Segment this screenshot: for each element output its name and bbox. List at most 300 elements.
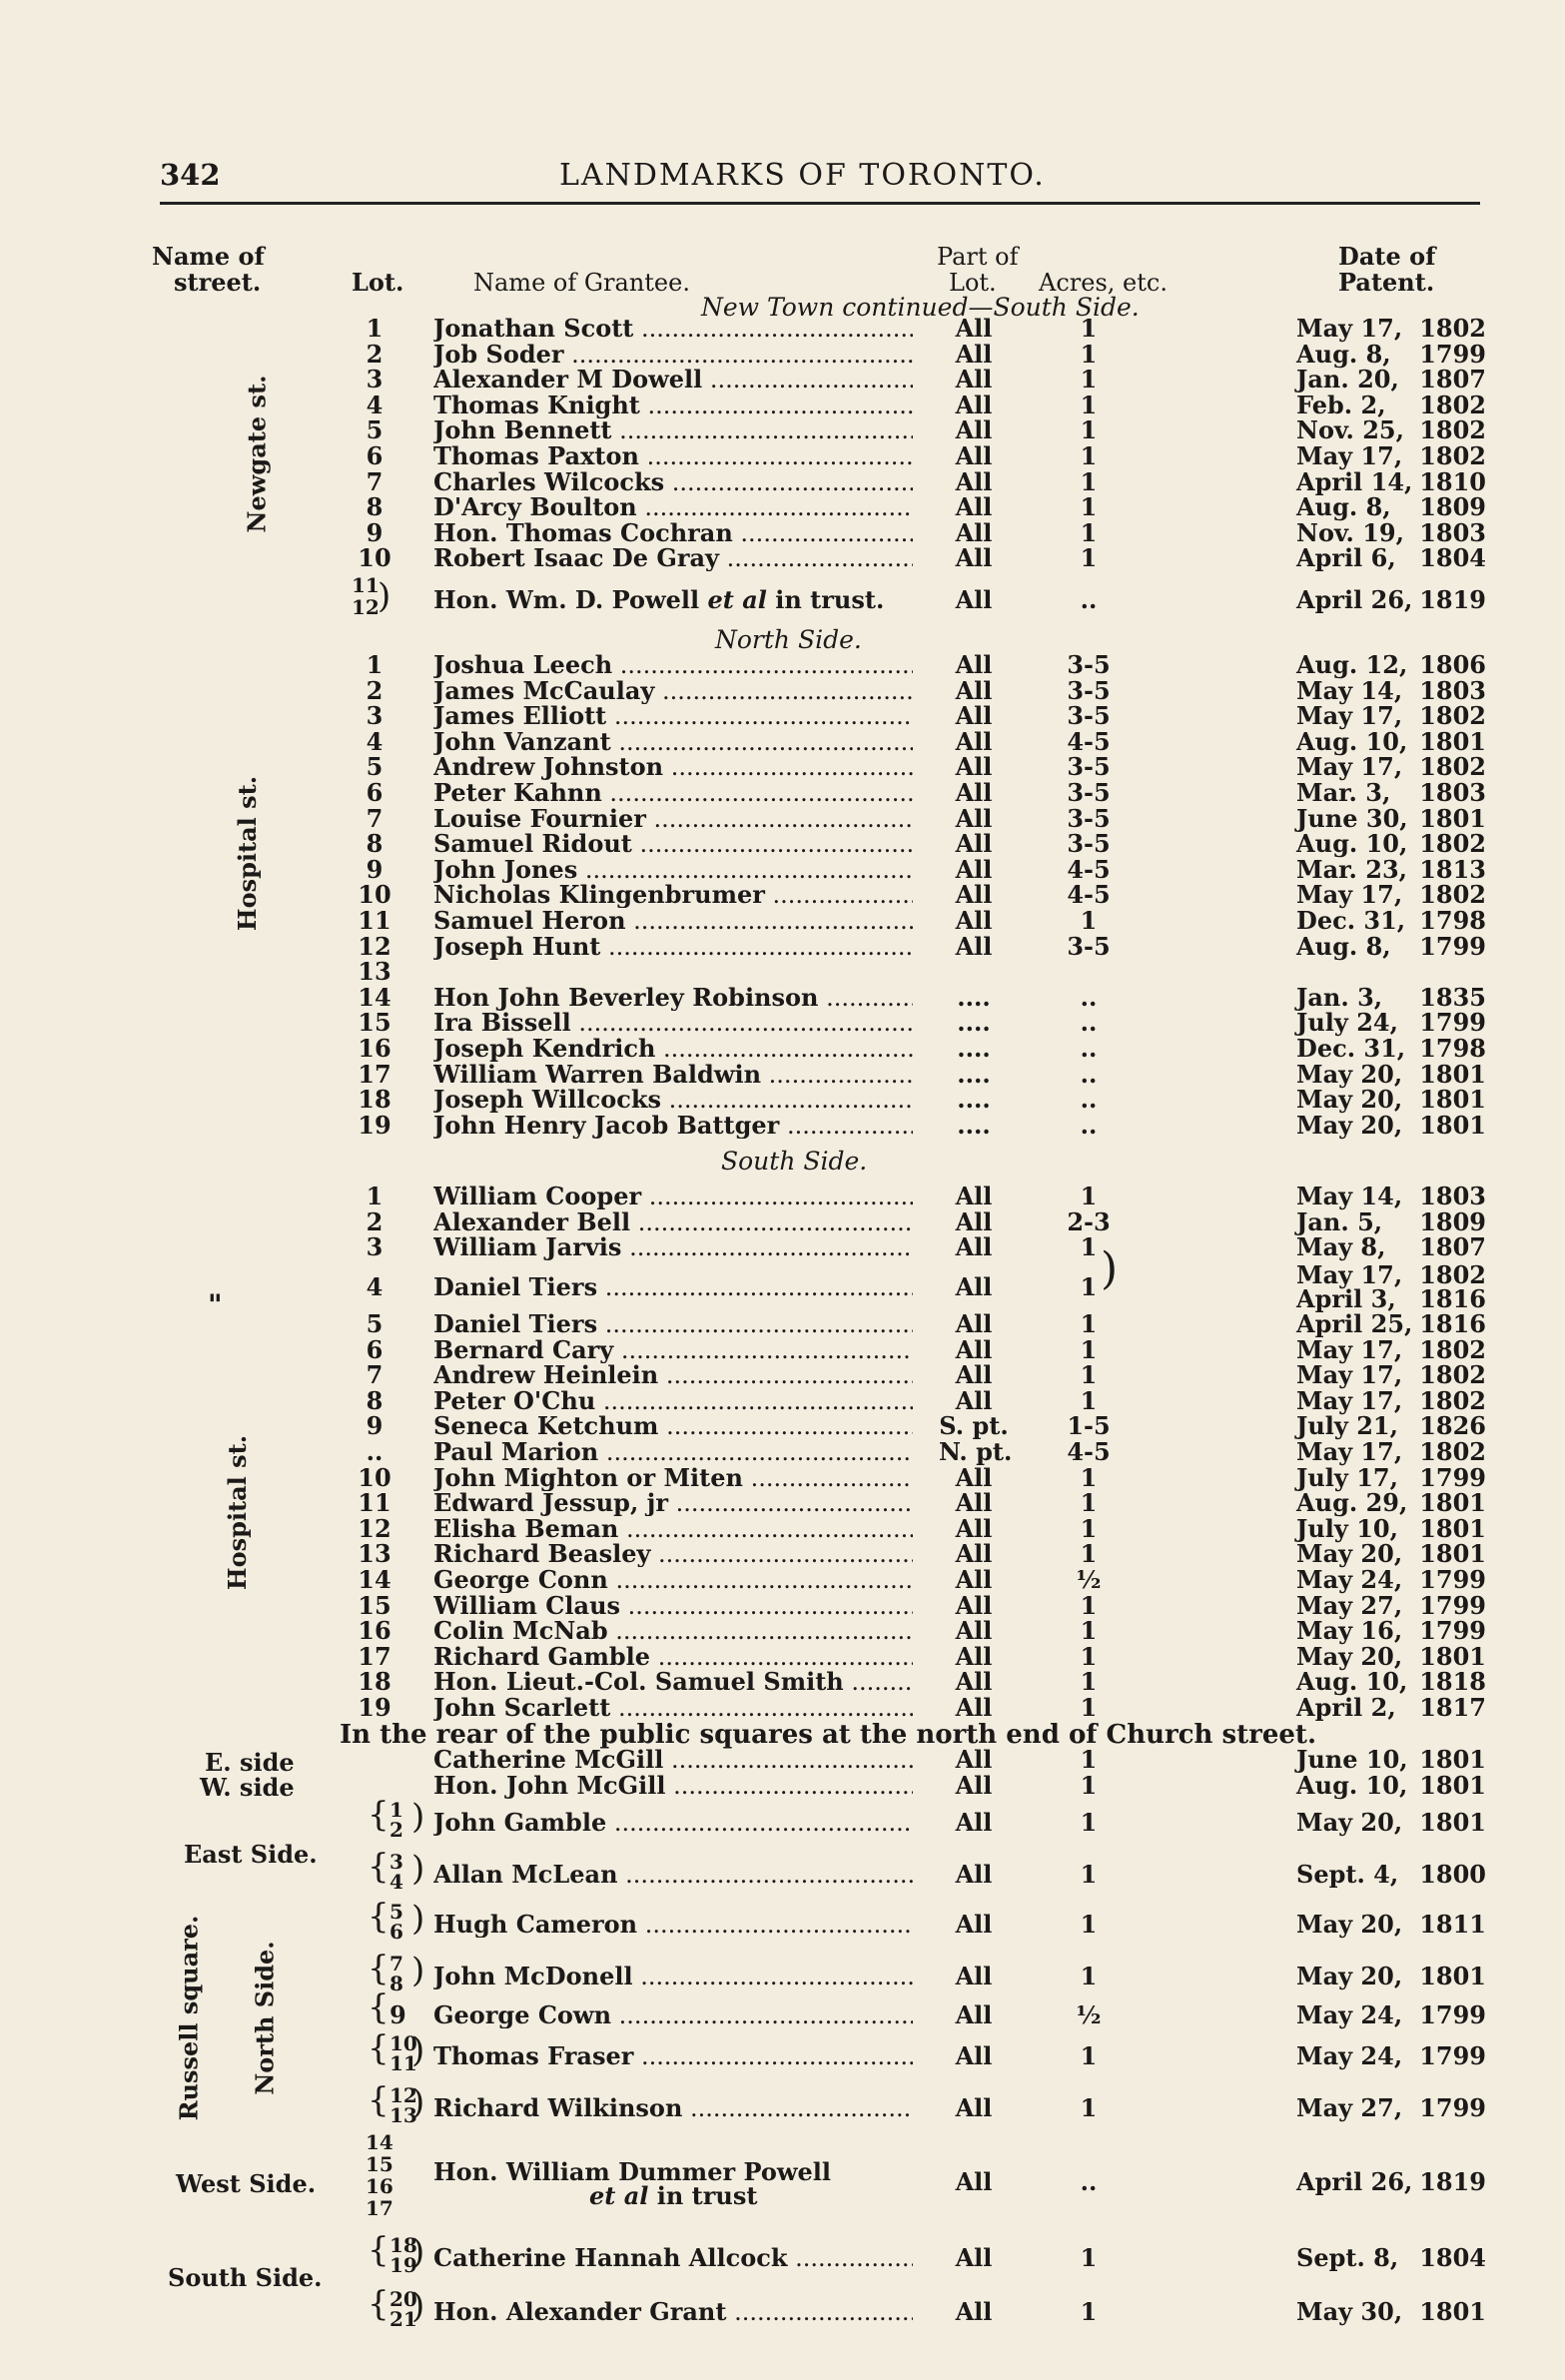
date-text: May 20, xyxy=(1296,1910,1403,1939)
part-cell: S. pt. xyxy=(939,1411,1009,1441)
acres-cell: 4-5 xyxy=(1067,1437,1111,1466)
grantee-cell: Joseph Willcocks ..... xyxy=(433,1087,913,1113)
year-text: 1802 xyxy=(1419,701,1486,731)
acres-cell: 1 xyxy=(1080,1808,1098,1837)
table-row xyxy=(0,2130,1565,2229)
date-text: Jan. 20, xyxy=(1296,365,1399,395)
grantee-tail: in trust. xyxy=(766,585,885,614)
part-cell: All xyxy=(955,1770,993,1800)
grantee-cell: Edward Jessup, jr ..... xyxy=(433,1490,913,1516)
acres-cell: 1 xyxy=(1080,906,1098,935)
section-heading: New Town continued—South Side. xyxy=(701,293,1140,322)
page-number: 342 xyxy=(160,158,221,192)
date-cell xyxy=(1296,1462,1486,1492)
acres-cell: 1 xyxy=(1080,1910,1098,1939)
part-cell: All xyxy=(955,854,993,884)
date-text: May 17, xyxy=(1296,880,1403,910)
date-cell xyxy=(1296,1184,1486,1209)
acres-cell: 4-5 xyxy=(1067,854,1111,884)
year-text: 1813 xyxy=(1419,854,1486,884)
grantee-cell: Ira Bissell ..... xyxy=(433,1010,913,1036)
date-text: Aug. 8, xyxy=(1296,931,1391,961)
lot-cell: 10 xyxy=(358,543,391,573)
street-label-west-side: West Side. xyxy=(176,2169,317,2198)
date-text: Aug. 8, xyxy=(1296,339,1391,369)
table-row xyxy=(0,1641,1565,1671)
lot-cell xyxy=(390,1954,403,1993)
brace-glyph: ) xyxy=(1101,1243,1119,1294)
grantee-et-al: et al xyxy=(589,2181,649,2210)
grantee-cell: Thomas Fraser ..... xyxy=(433,2043,913,2069)
table-row xyxy=(0,1590,1565,1620)
part-cell: All xyxy=(955,2243,993,2272)
year-text: 1835 xyxy=(1419,982,1486,1012)
acres-cell: 4-5 xyxy=(1067,880,1111,910)
brace-glyph: ) xyxy=(411,2232,425,2272)
date-cell xyxy=(1296,982,1486,1012)
year-text: 1803 xyxy=(1419,1182,1486,1210)
table-row xyxy=(0,2230,1565,2277)
part-cell: All xyxy=(955,1206,993,1236)
table-row xyxy=(0,726,1565,756)
running-title: LANDMARKS OF TORONTO. xyxy=(559,158,1046,193)
table-row xyxy=(0,1567,1565,1593)
part-cell: All xyxy=(955,1385,993,1415)
lot-num: 20 xyxy=(390,2287,417,2311)
lot-cell: 17 xyxy=(358,1641,391,1671)
brace-glyph: ) xyxy=(411,2286,425,2326)
part-cell: All xyxy=(955,585,993,614)
date-text: May 20, xyxy=(1296,1085,1403,1115)
lot-cell: 11 xyxy=(358,906,391,935)
table-row xyxy=(0,1184,1565,1209)
year-text: 1798 xyxy=(1419,906,1486,935)
table-row xyxy=(0,1795,1565,1842)
acres-cell: .. xyxy=(1080,1085,1098,1115)
part-cell: All xyxy=(955,752,993,782)
lot-cell: 9 xyxy=(366,854,384,884)
year-text: 1798 xyxy=(1419,1034,1486,1063)
date-cell xyxy=(1296,1087,1486,1113)
grantee-cell: Louise Fournier ..... xyxy=(433,806,913,832)
acres-cell: 3-5 xyxy=(1067,752,1111,782)
year-text: 1799 xyxy=(1419,2093,1486,2122)
lot-cell: 7 xyxy=(366,466,384,496)
grantee-cell: Colin McNab ..... xyxy=(433,1618,913,1644)
grantee-cell: Samuel Ridout ..... xyxy=(433,831,913,857)
brace-glyph: { xyxy=(368,1795,390,1835)
date-cell xyxy=(1296,1059,1486,1089)
brace-glyph: ) xyxy=(411,1849,425,1889)
grantee-cell: Alexander Bell ..... xyxy=(433,1209,913,1235)
grantee-cell: Hon John Beverley Robinson ..... xyxy=(433,985,913,1011)
date-text: May 17, xyxy=(1296,752,1403,782)
date-cell xyxy=(1296,316,1486,342)
lot-cell: 16 xyxy=(358,1616,391,1646)
grantee-cell: Paul Marion ..... xyxy=(433,1439,913,1465)
date-cell xyxy=(1296,367,1486,393)
lot-num: 6 xyxy=(390,1920,403,1944)
table-row xyxy=(0,1110,1565,1140)
acres-cell: .. xyxy=(1080,1034,1098,1063)
year-text: 1826 xyxy=(1419,1411,1486,1441)
year-text: 1800 xyxy=(1419,1860,1486,1889)
table-row xyxy=(0,780,1565,806)
grantee-cell xyxy=(433,587,884,613)
table-row xyxy=(0,1439,1565,1465)
part-cell: All xyxy=(955,803,993,833)
year-text: 1801 xyxy=(1419,1110,1486,1140)
lot-cell: 19 xyxy=(358,1110,391,1140)
date-cell xyxy=(1296,882,1486,908)
acres-cell: 1 xyxy=(1080,339,1098,369)
lot-cell: 10 xyxy=(358,880,391,910)
table-row xyxy=(0,854,1565,884)
table-row xyxy=(0,443,1565,469)
table-row xyxy=(0,1695,1565,1721)
date-cell xyxy=(1296,1385,1486,1415)
lot-cell: 5 xyxy=(366,1309,384,1338)
date-cell xyxy=(1296,339,1486,369)
lot-cell: 14 xyxy=(358,982,391,1012)
year-text: 1811 xyxy=(1419,1910,1486,1939)
date-cell xyxy=(1296,587,1486,613)
date-text: May 20, xyxy=(1296,1962,1403,1990)
date-cell xyxy=(1296,1618,1486,1644)
date-text: May 24, xyxy=(1296,1565,1403,1594)
table-row xyxy=(0,1987,1565,2029)
grantee-cell: Charles Wilcocks ..... xyxy=(433,469,913,495)
col-grantee-heading: Name of Grantee. xyxy=(473,269,690,297)
date-text: May 17, xyxy=(1296,1385,1403,1415)
lot-cell: 3 xyxy=(366,1232,384,1262)
grantee-cell: Joshua Leech ..... xyxy=(433,652,913,678)
date-cell xyxy=(1296,1669,1486,1695)
acres-cell: ½ xyxy=(1076,2000,1102,2029)
grantee-cell: Job Soder ..... xyxy=(433,342,913,368)
lot-cell: 8 xyxy=(366,829,384,859)
part-cell: All xyxy=(955,1962,993,1990)
acres-cell: .. xyxy=(1080,1008,1098,1038)
part-cell: All xyxy=(955,1641,993,1671)
lot-num: 8 xyxy=(390,1972,403,1995)
lot-cell: 6 xyxy=(366,1334,384,1364)
lot-num: 13 xyxy=(390,2103,417,2127)
col-date-heading xyxy=(1338,244,1435,296)
part-cell: N. pt. xyxy=(939,1437,1013,1466)
table-row xyxy=(0,754,1565,780)
church-street-note: In the rear of the public squares at the north end of Church street. xyxy=(340,1720,1316,1750)
part-cell: All xyxy=(955,365,993,395)
acres-cell: .. xyxy=(1080,1110,1098,1140)
date-text: July 24, xyxy=(1296,1008,1398,1038)
date-text: May 8, xyxy=(1296,1232,1386,1262)
date-text: Aug. 10, xyxy=(1296,829,1408,859)
date-text: Sept. 8, xyxy=(1296,2243,1399,2272)
part-cell: All xyxy=(955,931,993,961)
street-label-east-side: East Side. xyxy=(184,1840,318,1869)
acres-cell: 1-5 xyxy=(1067,1411,1111,1441)
lot-num: 17 xyxy=(366,2196,393,2220)
date-cell xyxy=(1296,2169,1486,2195)
acres-cell: 1 xyxy=(1080,2041,1098,2070)
year-text: 1801 xyxy=(1419,1962,1486,1990)
year-text: 1799 xyxy=(1419,2041,1486,2070)
table-row xyxy=(0,1490,1565,1516)
table-row xyxy=(0,1234,1565,1260)
grantee-cell: George Cown ..... xyxy=(433,2002,913,2028)
table-row xyxy=(0,545,1565,571)
date-cell xyxy=(1296,931,1486,961)
grantee-cell: John Bennett ..... xyxy=(433,417,913,443)
acres-cell: 1 xyxy=(1080,2297,1098,2326)
lot-cell: 9 xyxy=(390,2000,406,2029)
part-cell: .... xyxy=(957,1110,991,1140)
grantee-cell: Samuel Heron ..... xyxy=(433,908,913,934)
lot-num: 18 xyxy=(390,2233,417,2257)
acres-cell: 1 xyxy=(1080,2093,1098,2122)
lot-cell: 3 xyxy=(366,365,384,395)
date-cell xyxy=(1296,494,1486,520)
year-text: 1801 xyxy=(1419,1808,1486,1837)
table-row xyxy=(0,1010,1565,1036)
part-cell: All xyxy=(955,1565,993,1594)
lot-cell: 10 xyxy=(358,1462,391,1492)
table-row xyxy=(0,675,1565,705)
date-cell xyxy=(1296,1590,1486,1620)
part-cell: All xyxy=(955,1745,993,1774)
lot-num: 10 xyxy=(390,2031,417,2055)
grantee-et-al: et al xyxy=(699,585,767,614)
lot-cell: 11 xyxy=(352,573,380,597)
date-text: July 21, xyxy=(1296,1411,1398,1441)
grantee-cell: Thomas Paxton ..... xyxy=(433,443,913,469)
date-cell xyxy=(1296,417,1486,443)
brace-glyph: ) xyxy=(378,576,391,616)
part-cell: All xyxy=(955,675,993,705)
brace-glyph: { xyxy=(368,1897,390,1937)
lot-num: 16 xyxy=(366,2174,393,2198)
date-text: Dec. 31, xyxy=(1296,1034,1406,1063)
year-text: 1802 xyxy=(1419,880,1486,910)
part-cell: All xyxy=(955,650,993,679)
part-cell: .... xyxy=(957,982,991,1012)
grantee-cell: Hon. Lieut.-Col. Samuel Smith ..... xyxy=(433,1669,913,1695)
table-row xyxy=(0,1206,1565,1236)
part-cell: All xyxy=(955,1488,993,1518)
year-text: 1803 xyxy=(1419,675,1486,705)
date-cell xyxy=(1296,517,1486,547)
part-cell: All xyxy=(955,1182,993,1210)
part-cell: All xyxy=(955,1693,993,1722)
section-heading-south: South Side. xyxy=(721,1147,868,1176)
date-text: May 27, xyxy=(1296,1590,1403,1620)
year-text: 1816 xyxy=(1419,1284,1486,1313)
lot-num: 21 xyxy=(390,2307,417,2331)
lot-num: 4 xyxy=(390,1870,403,1894)
part-cell: All xyxy=(955,1513,993,1543)
date-text: Jan. 5, xyxy=(1296,1206,1383,1236)
part-cell: All xyxy=(955,415,993,445)
lot-cell: 13 xyxy=(358,957,391,987)
lot-cell: 8 xyxy=(366,1385,384,1415)
date-cell xyxy=(1296,1010,1486,1036)
year-text: 1801 xyxy=(1419,1488,1486,1518)
date-text: Mar. 23, xyxy=(1296,854,1408,884)
grantee-cell: Richard Beasley ..... xyxy=(433,1541,913,1567)
acres-cell: 1 xyxy=(1080,1272,1098,1301)
grantee-cell: John Jones ..... xyxy=(433,857,913,883)
grantee-cell: Alexander M Dowell ..... xyxy=(433,367,913,393)
year-text: 1817 xyxy=(1419,1693,1486,1722)
brace-glyph: { xyxy=(368,1949,390,1988)
lot-cell: 11 xyxy=(358,1488,391,1518)
table-row xyxy=(0,1513,1565,1543)
date-cell xyxy=(1296,1036,1486,1062)
street-label-newgate: Newgate st. xyxy=(242,375,272,533)
part-cell: All xyxy=(955,1360,993,1390)
date-text: May 17, xyxy=(1296,1334,1403,1364)
date-text: Nov. 19, xyxy=(1296,517,1404,547)
year-text: 1802 xyxy=(1419,1334,1486,1364)
grantee-cell: Thomas Knight ..... xyxy=(433,393,913,418)
lot-cell: 12 xyxy=(358,931,391,961)
date-cell xyxy=(1296,1234,1486,1260)
lot-cell: 17 xyxy=(358,1059,391,1089)
lot-cell: 15 xyxy=(358,1008,391,1038)
part-cell: All xyxy=(955,1590,993,1620)
street-label-north-side: North Side. xyxy=(250,1941,280,2095)
lot-cell: 5 xyxy=(366,752,384,782)
table-row xyxy=(0,931,1565,961)
grantee-cell: Bernard Cary ..... xyxy=(433,1337,913,1363)
part-cell: All xyxy=(955,2000,993,2029)
date-text: April 25, xyxy=(1296,1309,1413,1338)
date-text: May 30, xyxy=(1296,2297,1403,2326)
date-text: May 17, xyxy=(1296,314,1403,343)
acres-cell: 1 xyxy=(1080,492,1098,522)
year-text: 1802 xyxy=(1419,415,1486,445)
col-date-line2: Patent. xyxy=(1338,268,1435,297)
lot-cell: 12 xyxy=(358,1513,391,1543)
date-text: Mar. 3, xyxy=(1296,778,1391,807)
date-cell xyxy=(1296,908,1486,934)
grantee-cell: Hon. John McGill ..... xyxy=(433,1773,913,1799)
brace-glyph: ) xyxy=(411,2030,425,2070)
lot-num: 3 xyxy=(390,1850,403,1874)
year-text: 1799 xyxy=(1419,1616,1486,1646)
year-text: 1803 xyxy=(1419,778,1486,807)
lot-cell: 4 xyxy=(366,726,384,756)
acres-cell: 1 xyxy=(1080,1513,1098,1543)
lot-num: 2 xyxy=(390,1818,403,1842)
acres-cell: 1 xyxy=(1080,1616,1098,1646)
date-cell xyxy=(1296,803,1486,833)
grantee-cell: John Henry Jacob Battger ..... xyxy=(433,1113,913,1139)
year-text: 1799 xyxy=(1419,2000,1486,2029)
year-text: 1802 xyxy=(1419,829,1486,859)
date-text: May 14, xyxy=(1296,1182,1403,1210)
part-cell: .... xyxy=(957,1034,991,1063)
date-text: May 16, xyxy=(1296,1616,1403,1646)
acres-cell: 3-5 xyxy=(1067,701,1111,731)
year-text: 1816 xyxy=(1419,1309,1486,1338)
date-cell xyxy=(1296,545,1486,571)
date-text: May 14, xyxy=(1296,675,1403,705)
date-cell xyxy=(1296,1747,1486,1773)
lot-cell: 1 xyxy=(366,650,384,679)
table-row xyxy=(0,517,1565,547)
date-cell xyxy=(1296,1413,1486,1439)
table-row xyxy=(0,652,1565,678)
date-text: April 3, xyxy=(1296,1284,1396,1313)
date-cell xyxy=(1296,780,1486,806)
acres-cell: 1 xyxy=(1080,1334,1098,1364)
lot-cell: 7 xyxy=(366,803,384,833)
brace-glyph: ) xyxy=(411,1899,425,1939)
brace-glyph: ) xyxy=(411,1951,425,1990)
year-text: 1801 xyxy=(1419,1059,1486,1089)
table-row xyxy=(0,1618,1565,1644)
year-text: 1819 xyxy=(1419,2167,1486,2196)
table-row xyxy=(0,1362,1565,1388)
year-text: 1799 xyxy=(1419,1590,1486,1620)
grantee-cell: Andrew Johnston ..... xyxy=(433,754,913,780)
grantee-cell: Nicholas Klingenbrumer ..... xyxy=(433,882,913,908)
table-row xyxy=(0,803,1565,833)
part-cell: All xyxy=(955,1309,993,1338)
lot-cell: 16 xyxy=(358,1034,391,1063)
date-cell xyxy=(1296,726,1486,756)
part-cell: All xyxy=(955,701,993,731)
year-text: 1802 xyxy=(1419,441,1486,470)
grantee-cell: Peter O'Chu ..... xyxy=(433,1388,913,1414)
grantee-cell: James McCaulay ..... xyxy=(433,678,913,704)
part-cell: All xyxy=(955,2297,993,2326)
grantee-cell: Joseph Hunt ..... xyxy=(433,934,913,960)
table-row xyxy=(0,417,1565,443)
grantee-name: Hon. Wm. D. Powell xyxy=(433,585,700,614)
lot-cell: 7 xyxy=(366,1360,384,1390)
date-cell xyxy=(1296,443,1486,469)
date-text: Dec. 31, xyxy=(1296,906,1406,935)
acres-cell: 1 xyxy=(1080,1182,1098,1210)
lot-cell: 19 xyxy=(358,1693,391,1722)
acres-cell: 1 xyxy=(1080,1962,1098,1990)
date-cell xyxy=(1296,390,1486,419)
part-cell: All xyxy=(955,1616,993,1646)
lot-cell: 1 xyxy=(366,314,384,343)
date-text: May 17, xyxy=(1296,1360,1403,1390)
date-cell xyxy=(1296,1964,1486,1989)
date-text: May 20, xyxy=(1296,1641,1403,1671)
lot-cell xyxy=(390,1852,403,1892)
table-row xyxy=(0,1036,1565,1062)
grantee-cell: Catherine McGill ..... xyxy=(433,1747,913,1773)
grantee-cell: Richard Gamble ..... xyxy=(433,1644,913,1670)
grantee-cell: William Jarvis ..... xyxy=(433,1234,913,1260)
grantee-cell: Hugh Cameron ..... xyxy=(433,1912,913,1938)
acres-cell: 1 xyxy=(1080,415,1098,445)
part-cell: All xyxy=(955,492,993,522)
col-lot-heading: Lot. xyxy=(352,268,404,297)
table-row xyxy=(0,1311,1565,1337)
date-cell xyxy=(1296,2299,1486,2325)
acres-cell: 1 xyxy=(1080,1539,1098,1569)
lot-cell: 9 xyxy=(366,517,384,547)
lot-cell: 2 xyxy=(366,675,384,705)
acres-cell: ½ xyxy=(1076,1565,1102,1594)
